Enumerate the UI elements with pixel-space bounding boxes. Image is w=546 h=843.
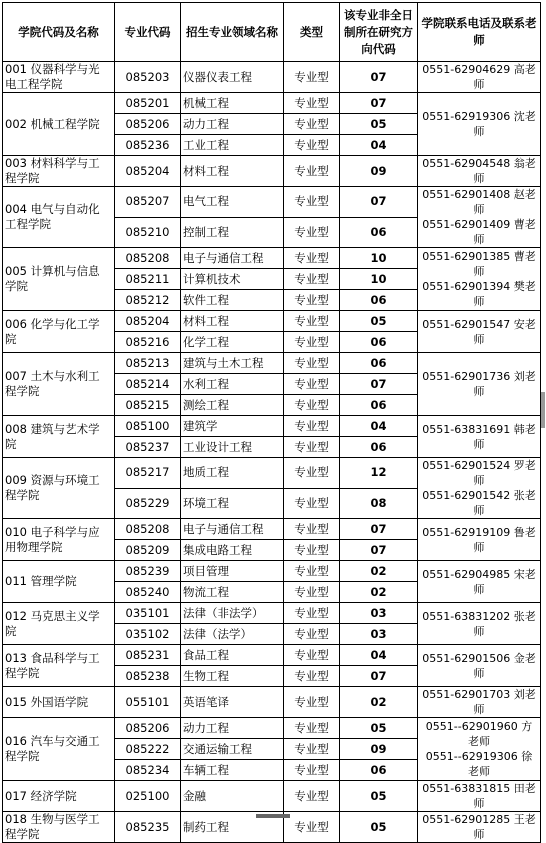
type-cell: 专业型 — [284, 666, 340, 687]
contact-cell — [418, 645, 541, 687]
type-cell: 专业型 — [284, 395, 340, 416]
table-row — [3, 416, 541, 437]
field-cell: 仪器仪表工程 — [181, 62, 284, 93]
type-cell: 专业型 — [284, 156, 340, 187]
direction-cell: 03 — [340, 603, 418, 624]
direction-cell: 07 — [340, 666, 418, 687]
field-cell: 集成电路工程 — [181, 540, 284, 561]
contact-line: 0551-62901409 曹老师 — [422, 218, 536, 246]
major-code-cell: 085211 — [115, 269, 181, 290]
field-cell: 项目管理 — [181, 561, 284, 582]
direction-cell: 05 — [340, 311, 418, 332]
college-cell: 006 化学与化工学院 — [3, 311, 115, 353]
contact-cell — [418, 812, 541, 843]
field-cell: 工业设计工程 — [181, 437, 284, 458]
type-cell: 专业型 — [284, 718, 340, 739]
type-cell: 专业型 — [284, 311, 340, 332]
header-field: 招生专业领域名称 — [181, 3, 284, 62]
contact-cell — [418, 718, 541, 781]
contact-line: 0551-63831202 张老师 — [422, 609, 536, 638]
direction-cell: 07 — [340, 519, 418, 540]
major-code-cell: 085203 — [115, 62, 181, 93]
field-cell: 工业工程 — [181, 135, 284, 156]
field-cell: 建筑与土木工程 — [181, 353, 284, 374]
contact-line: 0551-62904548 翁老师 — [422, 157, 536, 185]
field-cell: 动力工程 — [181, 718, 284, 739]
contact-cell — [418, 156, 541, 187]
type-cell: 专业型 — [284, 739, 340, 760]
field-cell: 控制工程 — [181, 217, 284, 248]
contact-line: 0551--62919306 徐老师 — [425, 750, 533, 778]
contact-cell — [418, 687, 541, 718]
contact-cell — [418, 781, 541, 812]
majors-table — [2, 2, 541, 843]
type-cell: 专业型 — [284, 645, 340, 666]
type-cell: 专业型 — [284, 603, 340, 624]
college-cell: 010 电子科学与应用物理学院 — [3, 519, 115, 561]
contact-line: 0551-62919109 鲁老师 — [422, 525, 536, 554]
direction-cell: 07 — [340, 93, 418, 114]
major-code-cell: 085222 — [115, 739, 181, 760]
field-cell: 交通运输工程 — [181, 739, 284, 760]
major-code-cell: 085237 — [115, 437, 181, 458]
major-code-cell: 085236 — [115, 135, 181, 156]
college-cell: 002 机械工程学院 — [3, 93, 115, 156]
type-cell: 专业型 — [284, 269, 340, 290]
table-row — [3, 311, 541, 332]
direction-cell: 06 — [340, 290, 418, 311]
contact-cell — [418, 311, 541, 353]
field-cell: 生物工程 — [181, 666, 284, 687]
field-cell: 环境工程 — [181, 488, 284, 519]
direction-cell: 02 — [340, 687, 418, 718]
type-cell: 专业型 — [284, 458, 340, 489]
type-cell: 专业型 — [284, 540, 340, 561]
page-indicator[interactable] — [256, 814, 290, 818]
direction-cell: 05 — [340, 718, 418, 739]
contact-cell — [418, 561, 541, 603]
table-row — [3, 93, 541, 114]
field-cell: 物流工程 — [181, 582, 284, 603]
field-cell: 车辆工程 — [181, 760, 284, 781]
type-cell: 专业型 — [284, 187, 340, 218]
major-code-cell: 085207 — [115, 187, 181, 218]
contact-cell — [418, 603, 541, 645]
direction-cell: 10 — [340, 248, 418, 269]
type-cell: 专业型 — [284, 353, 340, 374]
direction-cell: 05 — [340, 812, 418, 843]
contact-cell — [418, 458, 541, 519]
direction-cell: 05 — [340, 781, 418, 812]
table-row — [3, 353, 541, 374]
table-row — [3, 248, 541, 269]
college-cell: 018 生物与医学工程学院 — [3, 812, 115, 843]
type-cell: 专业型 — [284, 488, 340, 519]
major-code-cell: 035101 — [115, 603, 181, 624]
college-cell: 009 资源与环境工程学院 — [3, 458, 115, 519]
major-code-cell: 085204 — [115, 311, 181, 332]
major-code-cell: 085206 — [115, 114, 181, 135]
type-cell: 专业型 — [284, 687, 340, 718]
contact-line: 0551-62904629 高老师 — [422, 63, 536, 91]
contact-line: 0551-62901394 樊老师 — [422, 280, 536, 308]
direction-cell: 06 — [340, 760, 418, 781]
table-row — [3, 781, 541, 812]
major-code-cell: 085201 — [115, 93, 181, 114]
major-code-cell: 085214 — [115, 374, 181, 395]
type-cell: 专业型 — [284, 437, 340, 458]
college-cell: 008 建筑与艺术学院 — [3, 416, 115, 458]
header-major-code: 专业代码 — [115, 3, 181, 62]
contact-cell — [418, 416, 541, 458]
direction-cell: 08 — [340, 488, 418, 519]
table-row — [3, 718, 541, 739]
direction-cell: 07 — [340, 187, 418, 218]
direction-cell: 05 — [340, 114, 418, 135]
contact-cell — [418, 353, 541, 416]
table-row — [3, 519, 541, 540]
field-cell: 测绘工程 — [181, 395, 284, 416]
major-code-cell: 085235 — [115, 812, 181, 843]
field-cell: 材料工程 — [181, 311, 284, 332]
direction-cell: 03 — [340, 624, 418, 645]
major-code-cell: 085210 — [115, 217, 181, 248]
type-cell: 专业型 — [284, 248, 340, 269]
field-cell: 电子与通信工程 — [181, 519, 284, 540]
contact-line: 0551-62901547 安老师 — [422, 317, 536, 346]
direction-cell: 06 — [340, 217, 418, 248]
contact-line: 0551-62901385 曹老师 — [422, 250, 536, 278]
major-code-cell: 085239 — [115, 561, 181, 582]
table-body — [3, 62, 541, 843]
table-row — [3, 603, 541, 624]
major-code-cell: 085212 — [115, 290, 181, 311]
field-cell: 化学工程 — [181, 332, 284, 353]
direction-cell: 04 — [340, 416, 418, 437]
type-cell: 专业型 — [284, 217, 340, 248]
major-code-cell: 085213 — [115, 353, 181, 374]
contact-line: 0551--62901960 方老师 — [425, 720, 533, 748]
major-code-cell: 025100 — [115, 781, 181, 812]
type-cell: 专业型 — [284, 374, 340, 395]
table-row — [3, 458, 541, 489]
major-code-cell: 085229 — [115, 488, 181, 519]
field-cell: 水利工程 — [181, 374, 284, 395]
major-code-cell: 085215 — [115, 395, 181, 416]
type-cell: 专业型 — [284, 781, 340, 812]
contact-line: 0551-62901703 刘老师 — [422, 688, 536, 716]
direction-cell: 02 — [340, 561, 418, 582]
college-cell: 017 经济学院 — [3, 781, 115, 812]
contact-line: 0551-63831691 韩老师 — [422, 422, 536, 451]
college-cell: 016 汽车与交通工程学院 — [3, 718, 115, 781]
direction-cell: 09 — [340, 156, 418, 187]
contact-line: 0551-62904985 宋老师 — [422, 567, 536, 596]
table-row — [3, 187, 541, 218]
direction-cell: 04 — [340, 135, 418, 156]
contact-line: 0551-62901736 刘老师 — [422, 370, 536, 398]
field-cell: 地质工程 — [181, 458, 284, 489]
field-cell: 建筑学 — [181, 416, 284, 437]
contact-cell — [418, 93, 541, 156]
college-cell: 004 电气与自动化工程学院 — [3, 187, 115, 248]
header-row — [3, 3, 541, 62]
direction-cell: 06 — [340, 353, 418, 374]
college-cell: 011 管理学院 — [3, 561, 115, 603]
field-cell: 材料工程 — [181, 156, 284, 187]
college-cell: 007 土木与水利工程学院 — [3, 353, 115, 416]
direction-cell: 04 — [340, 645, 418, 666]
type-cell: 专业型 — [284, 561, 340, 582]
field-cell: 食品工程 — [181, 645, 284, 666]
contact-line: 0551-62919306 沈老师 — [422, 110, 536, 138]
contact-cell — [418, 62, 541, 93]
direction-cell: 06 — [340, 395, 418, 416]
major-code-cell: 085208 — [115, 519, 181, 540]
contact-cell — [418, 519, 541, 561]
major-code-cell: 055101 — [115, 687, 181, 718]
major-code-cell: 085100 — [115, 416, 181, 437]
direction-cell: 06 — [340, 332, 418, 353]
field-cell: 电子与通信工程 — [181, 248, 284, 269]
contact-line: 0551-62901408 赵老师 — [422, 188, 536, 216]
contact-line: 0551-62901542 张老师 — [422, 489, 536, 517]
field-cell: 英语笔译 — [181, 687, 284, 718]
direction-cell: 07 — [340, 540, 418, 561]
major-code-cell: 085217 — [115, 458, 181, 489]
college-cell: 003 材料科学与工程学院 — [3, 156, 115, 187]
scrollbar-thumb[interactable] — [541, 392, 545, 428]
type-cell: 专业型 — [284, 62, 340, 93]
major-code-cell: 085206 — [115, 718, 181, 739]
field-cell: 机械工程 — [181, 93, 284, 114]
field-cell: 电气工程 — [181, 187, 284, 218]
table-row — [3, 561, 541, 582]
direction-cell: 07 — [340, 374, 418, 395]
type-cell: 专业型 — [284, 93, 340, 114]
direction-cell: 10 — [340, 269, 418, 290]
college-cell: 012 马克思主义学院 — [3, 603, 115, 645]
table-row — [3, 156, 541, 187]
type-cell: 专业型 — [284, 290, 340, 311]
field-cell: 法律（非法学） — [181, 603, 284, 624]
major-code-cell: 085209 — [115, 540, 181, 561]
college-cell: 001 仪器科学与光电工程学院 — [3, 62, 115, 93]
college-cell: 005 计算机与信息学院 — [3, 248, 115, 311]
type-cell: 专业型 — [284, 760, 340, 781]
type-cell: 专业型 — [284, 582, 340, 603]
college-cell: 013 食品科学与工程学院 — [3, 645, 115, 687]
field-cell: 制药工程 — [181, 812, 284, 843]
field-cell: 软件工程 — [181, 290, 284, 311]
major-code-cell: 085208 — [115, 248, 181, 269]
field-cell: 法律（法学） — [181, 624, 284, 645]
direction-cell: 09 — [340, 739, 418, 760]
header-type: 类型 — [284, 3, 340, 62]
contact-cell — [418, 187, 541, 248]
type-cell: 专业型 — [284, 624, 340, 645]
type-cell: 专业型 — [284, 519, 340, 540]
type-cell: 专业型 — [284, 812, 340, 843]
major-code-cell: 085238 — [115, 666, 181, 687]
major-code-cell: 085234 — [115, 760, 181, 781]
contact-line: 0551-63831815 田老师 — [422, 782, 536, 810]
type-cell: 专业型 — [284, 332, 340, 353]
direction-cell: 02 — [340, 582, 418, 603]
college-cell: 015 外国语学院 — [3, 687, 115, 718]
type-cell: 专业型 — [284, 416, 340, 437]
major-code-cell: 085216 — [115, 332, 181, 353]
type-cell: 专业型 — [284, 114, 340, 135]
table-row — [3, 687, 541, 718]
contact-line: 0551-62901524 罗老师 — [422, 459, 536, 487]
header-contact: 学院联系电话及联系老师 — [418, 3, 541, 62]
direction-cell: 12 — [340, 458, 418, 489]
field-cell: 金融 — [181, 781, 284, 812]
major-code-cell: 085240 — [115, 582, 181, 603]
table-row — [3, 62, 541, 93]
direction-cell: 07 — [340, 62, 418, 93]
contact-line: 0551-62901506 金老师 — [422, 651, 536, 680]
major-code-cell: 085204 — [115, 156, 181, 187]
major-code-cell: 085231 — [115, 645, 181, 666]
contact-cell — [418, 248, 541, 311]
header-college: 学院代码及名称 — [3, 3, 115, 62]
direction-cell: 06 — [340, 437, 418, 458]
contact-line: 0551-62901285 王老师 — [422, 813, 536, 841]
major-code-cell: 035102 — [115, 624, 181, 645]
table-row — [3, 645, 541, 666]
header-direction: 该专业非全日制所在研究方向代码 — [340, 3, 418, 62]
type-cell: 专业型 — [284, 135, 340, 156]
field-cell: 动力工程 — [181, 114, 284, 135]
field-cell: 计算机技术 — [181, 269, 284, 290]
